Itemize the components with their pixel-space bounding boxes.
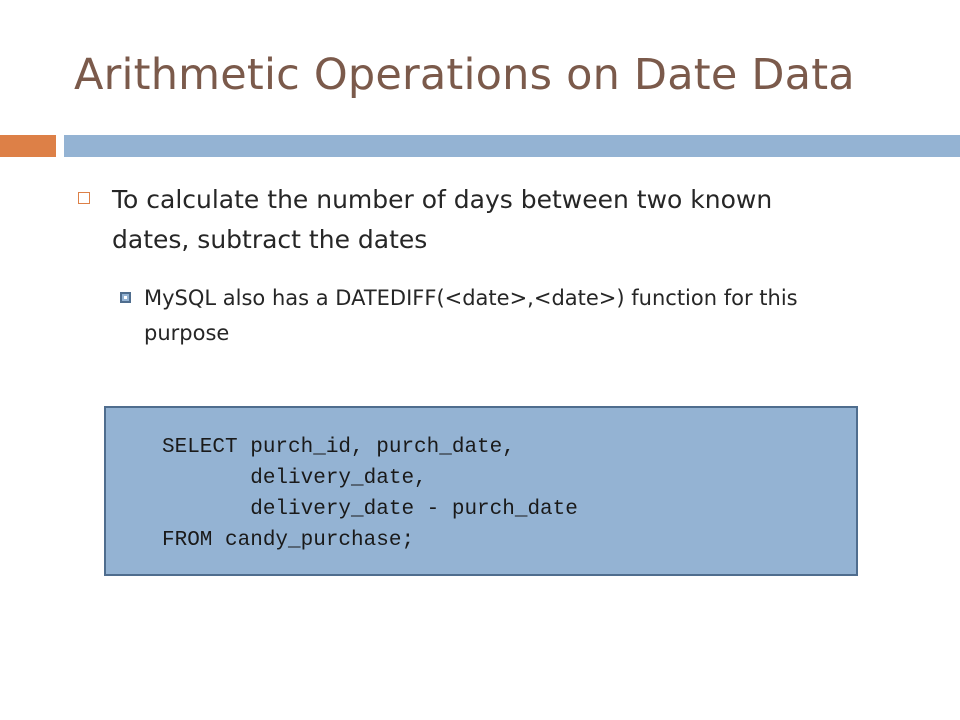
hollow-square-bullet-icon <box>78 192 90 204</box>
filled-square-bullet-icon <box>120 292 131 303</box>
bullet-item <box>78 180 838 260</box>
bullet-text: To calculate the number of days between two known dates, subtract the dates <box>112 185 773 254</box>
sub-bullet-item <box>120 281 860 351</box>
sql-code: SELECT purch_id, purch_date, delivery_date, delivery_date - purch_date FROM candy_purchase; <box>162 436 578 552</box>
slide-title: Arithmetic Operations on Date Data <box>74 50 855 100</box>
sub-bullet-text: MySQL also has a DATEDIFF(<date>,<date>) function for this purpose <box>144 286 798 345</box>
title-divider-bar <box>64 135 960 157</box>
code-block <box>104 406 858 576</box>
title-accent-bar <box>0 135 56 157</box>
